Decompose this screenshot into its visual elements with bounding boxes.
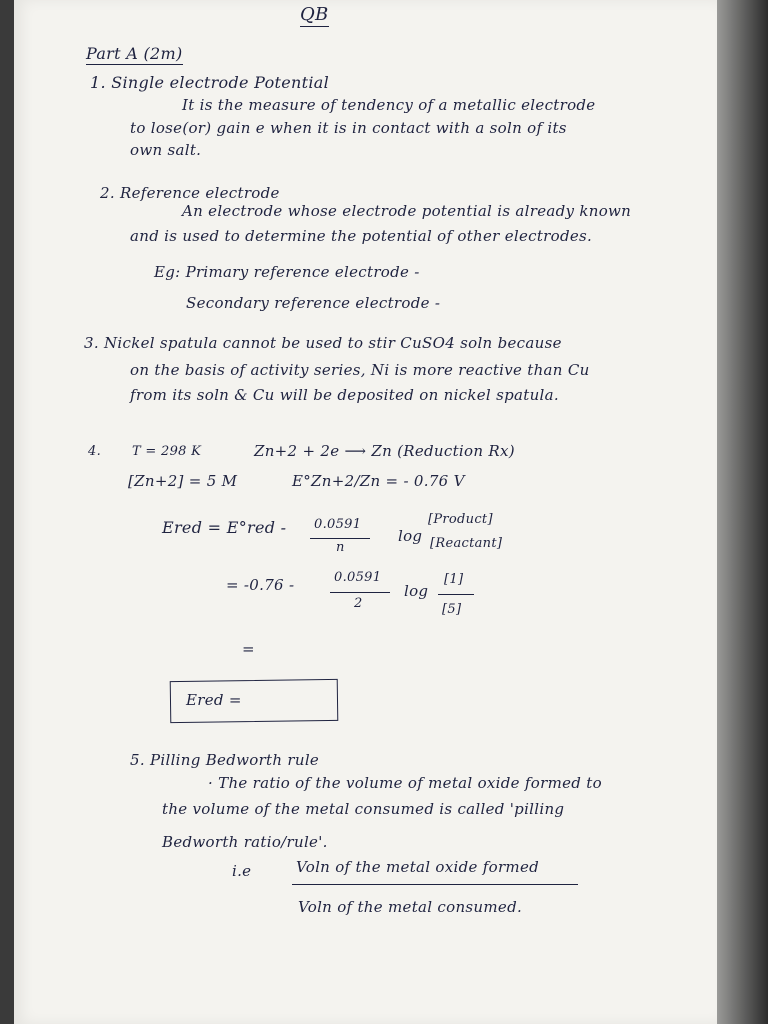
q3-line2: on the basis of activity series, Ni is more reactive than Cu	[130, 361, 590, 379]
q2-heading: 2. Reference electrode	[100, 184, 280, 202]
q4-frac1-bar	[310, 538, 370, 539]
q4-number: 4.	[88, 444, 102, 459]
notebook-page	[14, 0, 717, 1024]
q2-line1: An electrode whose electrode potential is already known	[182, 202, 632, 220]
q4-nernst-lhs: Ered = E°red -	[162, 518, 287, 537]
q4-step2-lhs: = -0.76 -	[226, 576, 295, 594]
page-title: QB	[300, 4, 329, 25]
q1-line3: own salt.	[130, 141, 202, 159]
q4-concentration: [Zn+2] = 5 M	[128, 472, 238, 490]
q4-frac1-numerator: 0.0591	[314, 517, 362, 532]
q4-frac2-denominator: 2	[354, 596, 363, 611]
q5-line1: · The ratio of the volume of metal oxide formed to	[208, 774, 602, 792]
q4-boxed-answer: Ered =	[186, 691, 242, 709]
q5-ratio-numerator: Voln of the metal oxide formed	[296, 858, 540, 876]
q3-line3: from its soln & Cu will be deposited on nickel spatula.	[130, 386, 559, 404]
q4-frac1-denominator: n	[336, 540, 345, 555]
q5-line2: the volume of the metal consumed is called 'pilling	[162, 800, 565, 818]
q4-temperature: T = 298 K	[132, 444, 202, 459]
q1-line2: to lose(or) gain e when it is in contact with a soln of its	[130, 119, 567, 137]
q4-ratio-numerator: [1]	[444, 572, 464, 587]
q3-line1: 3. Nickel spatula cannot be used to stir CuSO4 soln because	[84, 334, 562, 352]
q4-reactant: [Reactant]	[430, 536, 503, 551]
q4-frac2-bar	[330, 592, 390, 593]
q4-log1: log	[398, 527, 423, 545]
q4-reaction: Zn+2 + 2e ⟶ Zn (Reduction Rx)	[254, 442, 515, 460]
q1-line1: It is the measure of tendency of a metallic electrode	[182, 96, 596, 114]
q4-ratio-denominator: [5]	[442, 602, 462, 617]
q4-ratio-bar	[438, 594, 474, 595]
q5-ratio-denominator: Voln of the metal consumed.	[298, 898, 523, 916]
q5-heading: 5. Pilling Bedworth rule	[130, 751, 320, 769]
q4-log2: log	[404, 582, 429, 600]
page-edge-shadow	[717, 0, 768, 1024]
q4-frac2-numerator: 0.0591	[334, 570, 382, 585]
q2-example-secondary: Secondary reference electrode -	[186, 294, 441, 312]
q4-step3: =	[242, 640, 255, 658]
q4-product: [Product]	[428, 512, 493, 527]
q2-line2: and is used to determine the potential of other electrodes.	[130, 227, 593, 245]
q1-heading: 1. Single electrode Potential	[90, 73, 330, 92]
q4-standard-potential: E°Zn+2/Zn = - 0.76 V	[292, 472, 465, 490]
part-heading: Part A (2m)	[86, 44, 183, 63]
q5-ie: i.e	[232, 862, 252, 880]
q5-line3: Bedworth ratio/rule'.	[162, 833, 328, 851]
q2-example-primary: Eg: Primary reference electrode -	[154, 263, 420, 281]
q5-ratio-bar	[292, 884, 578, 885]
